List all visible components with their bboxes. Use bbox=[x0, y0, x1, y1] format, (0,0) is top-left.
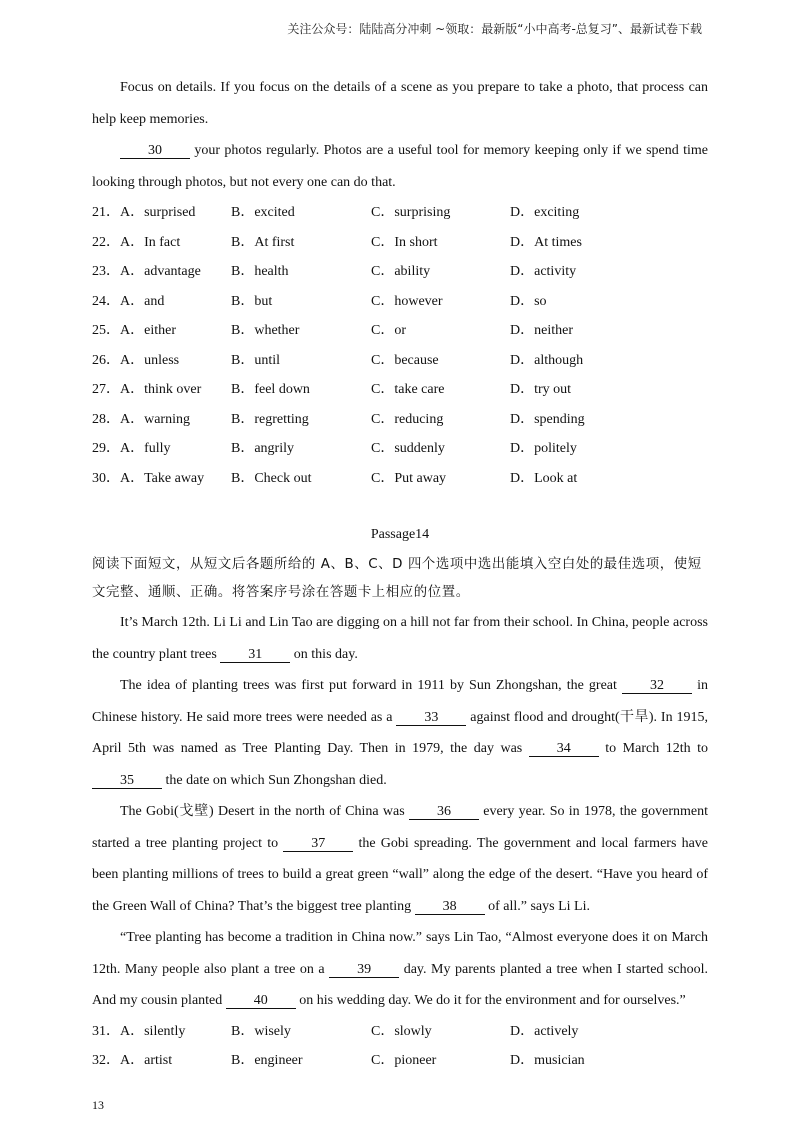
option-b: B．excited bbox=[231, 205, 295, 220]
paragraph-text: the date on which Sun Zhongshan died. bbox=[162, 772, 387, 788]
paragraph-text: to March 12th to bbox=[598, 741, 708, 756]
paragraph bbox=[92, 670, 708, 796]
option-b: B．but bbox=[231, 293, 273, 309]
paragraph-text: The idea of planting trees was first put forward in 1911 by Sun Zhongshan, the great bbox=[120, 678, 623, 693]
paragraph bbox=[92, 607, 708, 670]
option-d: D．Look at bbox=[510, 470, 578, 486]
option-c: C．because bbox=[371, 352, 439, 368]
paragraph-text: your photos regularly. Photos are a useful tool for memory keeping only if we spend time looking through photos, but not every one can do that. bbox=[92, 143, 708, 190]
answer-blank: 38 bbox=[415, 899, 485, 915]
option-c: C．or bbox=[371, 323, 406, 338]
question-options-row bbox=[92, 257, 708, 287]
option-c: C．In short bbox=[371, 234, 438, 250]
option-d: D．activity bbox=[510, 264, 577, 279]
passage-title: Passage14 bbox=[370, 527, 430, 542]
option-a: 29．A．fully bbox=[92, 441, 171, 456]
option-b: B．Check out bbox=[231, 470, 312, 486]
answer-blank: 32 bbox=[622, 678, 692, 694]
option-d: D．spending bbox=[510, 411, 585, 427]
paragraph-text: It’s March 12th. Li Li and Lin Tao are digging on a hill not far from their school. In China, people across the country plant trees bbox=[92, 615, 708, 662]
question-options-row bbox=[92, 464, 708, 494]
question-options-row bbox=[92, 405, 708, 435]
answer-blank: 37 bbox=[283, 836, 353, 852]
option-b: B．feel down bbox=[231, 382, 310, 397]
option-c: C．reducing bbox=[371, 411, 444, 427]
answer-blank: 40 bbox=[226, 993, 296, 1009]
question-options-row bbox=[92, 287, 708, 317]
option-d: D．although bbox=[510, 352, 584, 368]
option-a: 24．A．and bbox=[92, 293, 165, 309]
option-b: B．whether bbox=[231, 323, 300, 338]
option-a: 27．A．think over bbox=[92, 382, 202, 397]
option-c: C．pioneer bbox=[371, 1053, 437, 1068]
paragraph-text: on this day. bbox=[290, 646, 358, 662]
answer-blank: 34 bbox=[529, 741, 599, 757]
question-options-row bbox=[92, 346, 708, 376]
page-number: 13 bbox=[92, 1098, 104, 1112]
paragraph-text: the Gobi spreading. The government and local farmers have been planting millions of trees to build a great green “wall” along the edge of the desert. “Have you heard of the Green Wall of China? That’s the biggest tree planting bbox=[92, 835, 709, 914]
options-list-31-32 bbox=[92, 1017, 708, 1076]
option-d: D．so bbox=[510, 293, 547, 309]
paragraph-text: “Tree planting has become a tradition in China now.” says Lin Tao, “Almost everyone does it on March 12th. Many people also plant a tree on a bbox=[92, 930, 708, 977]
document-body bbox=[92, 72, 708, 1076]
passage-continuation bbox=[92, 72, 708, 198]
question-options-row bbox=[92, 198, 708, 228]
question-options-row bbox=[92, 434, 708, 464]
option-a: 30．A．Take away bbox=[92, 470, 205, 486]
paragraph-text: Focus on details. If you focus on the details of a scene as you prepare to take a photo, that process can help keep memories. bbox=[92, 80, 708, 127]
option-a: 31．A．silently bbox=[92, 1023, 186, 1039]
option-a: 26．A．unless bbox=[92, 352, 180, 368]
instruction-text: 阅读下面短文，从短文后各题所给的 A、B、C、D 四个选项中选出能填入空白处的最佳选项，使短文完整、通顺、正确。将答案序号涂在答题卡上相应的位置。 bbox=[92, 557, 702, 600]
paragraph bbox=[92, 135, 708, 198]
paragraph bbox=[92, 922, 708, 1017]
option-d: D．musician bbox=[510, 1053, 585, 1068]
option-d: D．exciting bbox=[510, 205, 580, 220]
answer-blank: 30 bbox=[120, 143, 190, 159]
answer-blank: 35 bbox=[92, 773, 162, 789]
option-d: D．politely bbox=[510, 441, 577, 456]
paragraph-text: every year. So in 1978, the government started a tree planting project to bbox=[92, 804, 708, 851]
answer-blank: 39 bbox=[329, 962, 399, 978]
option-c: C．however bbox=[371, 293, 443, 309]
option-c: C．suddenly bbox=[371, 441, 445, 456]
option-c: C．Put away bbox=[371, 470, 447, 486]
options-list-21-30 bbox=[92, 198, 708, 493]
paragraph bbox=[92, 796, 708, 922]
paragraph-text: The Gobi(戈壁) Desert in the north of China was bbox=[120, 804, 409, 819]
paragraph-text: of all.” says Li Li. bbox=[484, 898, 590, 914]
option-c: C．surprising bbox=[371, 205, 451, 220]
option-b: B．At first bbox=[231, 234, 295, 250]
option-a: 32．A．artist bbox=[92, 1053, 173, 1068]
option-c: C．take care bbox=[371, 382, 445, 397]
option-a: 28．A．warning bbox=[92, 411, 190, 427]
option-d: D．neither bbox=[510, 323, 573, 338]
option-b: B．regretting bbox=[231, 411, 309, 427]
option-d: D．try out bbox=[510, 382, 572, 397]
option-d: D．actively bbox=[510, 1023, 579, 1039]
option-b: B．angrily bbox=[231, 441, 294, 456]
paragraph-text: on his wedding day. We do it for the environment and for ourselves.” bbox=[295, 993, 686, 1008]
answer-blank: 36 bbox=[409, 804, 479, 820]
option-a: 23．A．advantage bbox=[92, 264, 201, 279]
paragraph-text: against flood and drought(干旱). In 1915, April 5th was named as Tree Planting Day. Then in 1979, the day was bbox=[92, 709, 708, 756]
option-b: B．engineer bbox=[231, 1053, 303, 1068]
page-header: 关注公众号：陆陆高分冲刺 ~领取：最新版“小中高考-总复习”、最新试卷下载 bbox=[287, 22, 702, 36]
question-options-row bbox=[92, 228, 708, 258]
option-b: B．wisely bbox=[231, 1023, 291, 1039]
paragraph bbox=[92, 72, 708, 135]
passage-14-text bbox=[92, 607, 708, 1017]
option-a: 21．A．surprised bbox=[92, 205, 196, 220]
option-a: 22．A．In fact bbox=[92, 234, 181, 250]
question-options-row bbox=[92, 316, 708, 346]
question-options-row bbox=[92, 1046, 708, 1076]
answer-blank: 33 bbox=[396, 710, 466, 726]
option-c: C．ability bbox=[371, 264, 431, 279]
option-b: B．until bbox=[231, 352, 281, 368]
paragraph-text: day. My parents planted a tree when I started school. And my cousin planted bbox=[92, 961, 708, 1008]
paragraph-text: in Chinese history. He said more trees were needed as a bbox=[92, 678, 708, 725]
question-options-row bbox=[92, 375, 708, 405]
option-d: D．At times bbox=[510, 234, 582, 250]
option-a: 25．A．either bbox=[92, 323, 176, 338]
question-options-row bbox=[92, 1017, 708, 1047]
option-b: B．health bbox=[231, 264, 289, 279]
answer-blank: 31 bbox=[220, 647, 290, 663]
option-c: C．slowly bbox=[371, 1023, 432, 1039]
